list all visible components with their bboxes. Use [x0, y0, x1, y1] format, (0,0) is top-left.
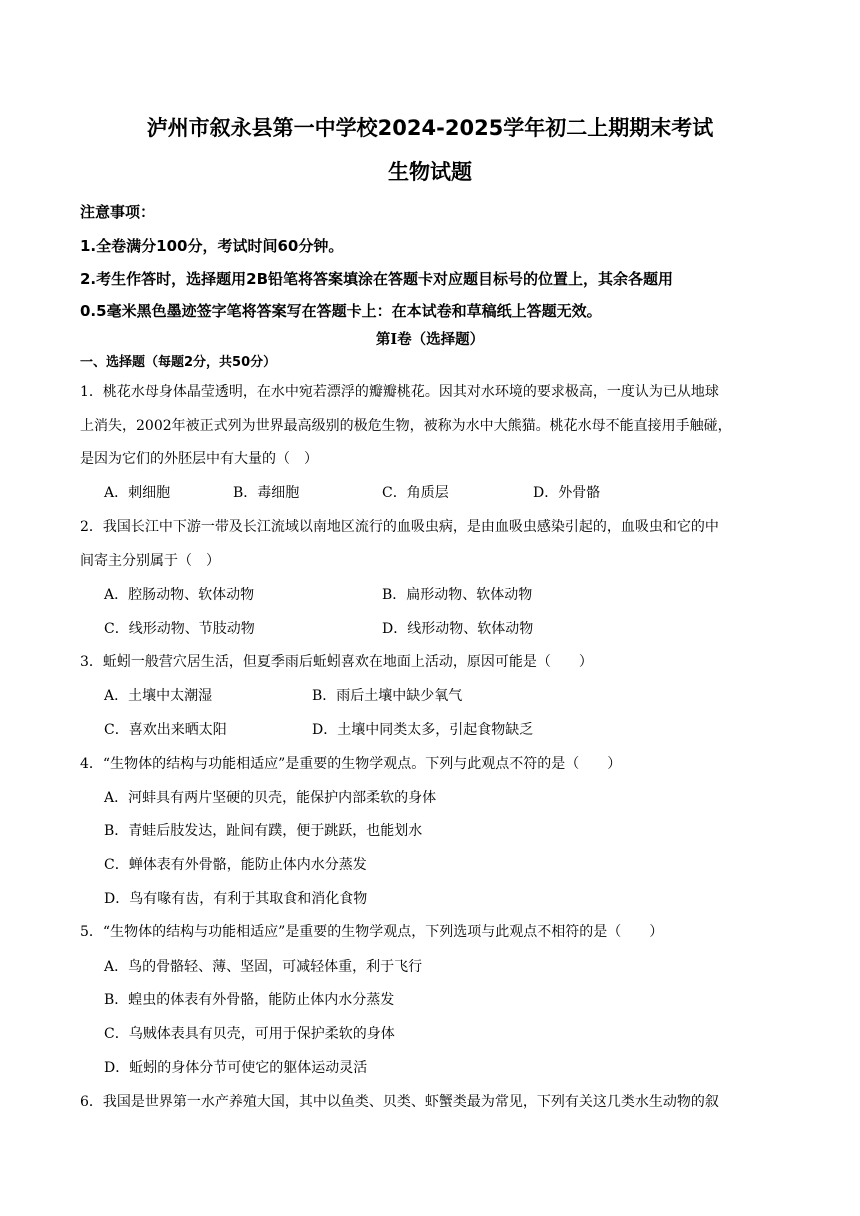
question-1-option-d: D．外骨骼: [533, 485, 601, 501]
part-1-title: 第Ⅰ卷（选择题）: [375, 331, 485, 348]
question-1-line-1: 1．桃花水母身体晶莹透明，在水中宛若漂浮的瓣瓣桃花。因其对水环境的要求极高，一度认为已从地球: [80, 384, 719, 400]
question-2-line-1: 2．我国长江中下游一带及长江流域以南地区流行的血吸虫病，是由血吸虫感染引起的，血吸虫和它的中: [80, 519, 719, 535]
question-2-option-b: B．扁形动物、软体动物: [382, 587, 533, 603]
section-1-title: 一、选择题（每题2分，共50分）: [80, 355, 277, 370]
question-5-option-c: C．乌贼体表具有贝壳，可用于保护柔软的身体: [104, 1026, 395, 1042]
question-1-line-3: 是因为它们的外胚层中有大量的（ ）: [80, 451, 318, 467]
question-1-line-2: 上消失，2002年被正式列为世界最高级别的极危生物，被称为水中大熊猫。桃花水母不能直接用手触碰，: [80, 418, 732, 434]
question-1-option-a: A．刺细胞: [104, 485, 171, 501]
exam-subtitle: 生物试题: [388, 160, 472, 184]
question-5-line-1: 5．“生物体的结构与功能相适应”是重要的生物学观点，下列选项与此观点不相符的是（ ）: [80, 924, 664, 940]
question-4-option-d: D．鸟有喙有齿，有利于其取食和消化食物: [104, 891, 368, 907]
question-2-line-2: 间寄主分别属于（ ）: [80, 553, 220, 569]
question-3-option-c: C．喜欢出来晒太阳: [104, 722, 227, 738]
exam-title: 泸州市叙永县第一中学校2024-2025学年初二上期期末考试: [146, 116, 714, 140]
question-4-line-1: 4．“生物体的结构与功能相适应”是重要的生物学观点。下列与此观点不符的是（ ）: [80, 756, 622, 772]
notice-item-2-line-1: 2.考生作答时，选择题用2B铅笔将答案填涂在答题卡对应题目标号的位置上，其余各题用: [80, 270, 674, 288]
question-3-option-b: B．雨后土壤中缺少氧气: [312, 688, 463, 704]
question-4-option-a: A．河蚌具有两片坚硬的贝壳，能保护内部柔软的身体: [104, 790, 437, 806]
notice-item-2-line-2: 0.5毫米黑色墨迹签字笔将答案写在答题卡上：在本试卷和草稿纸上答题无效。: [80, 302, 602, 320]
question-5-option-d: D．蚯蚓的身体分节可使它的躯体运动灵活: [104, 1060, 368, 1076]
question-3-option-a: A．土壤中太潮湿: [104, 688, 213, 704]
question-4-option-c: C．蝉体表有外骨骼，能防止体内水分蒸发: [104, 857, 367, 873]
question-1-option-c: C．角质层: [382, 485, 449, 501]
notice-heading: 注意事项：: [80, 203, 156, 221]
question-4-option-b: B．青蛙后肢发达，趾间有蹼，便于跳跃，也能划水: [104, 823, 423, 839]
question-5-option-b: B．蝗虫的体表有外骨骼，能防止体内水分蒸发: [104, 992, 395, 1008]
question-2-option-d: D．线形动物、软体动物: [382, 621, 534, 637]
question-3-line-1: 3．蚯蚓一般营穴居生活，但夏季雨后蚯蚓喜欢在地面上活动，原因可能是（ ）: [80, 654, 593, 670]
question-3-option-d: D．土壤中同类太多，引起食物缺乏: [312, 722, 534, 738]
question-6-line-1: 6．我国是世界第一水产养殖大国，其中以鱼类、贝类、虾蟹类最为常见，下列有关这几类水生动物的叙: [80, 1094, 719, 1110]
question-2-option-c: C．线形动物、节肢动物: [104, 621, 255, 637]
question-5-option-a: A．鸟的骨骼轻、薄、坚固，可减轻体重，利于飞行: [104, 959, 423, 975]
question-2-option-a: A．腔肠动物、软体动物: [104, 587, 255, 603]
question-1-option-b: B．毒细胞: [233, 485, 300, 501]
notice-item-1: 1.全卷满分100分，考试时间60分钟。: [80, 237, 344, 255]
